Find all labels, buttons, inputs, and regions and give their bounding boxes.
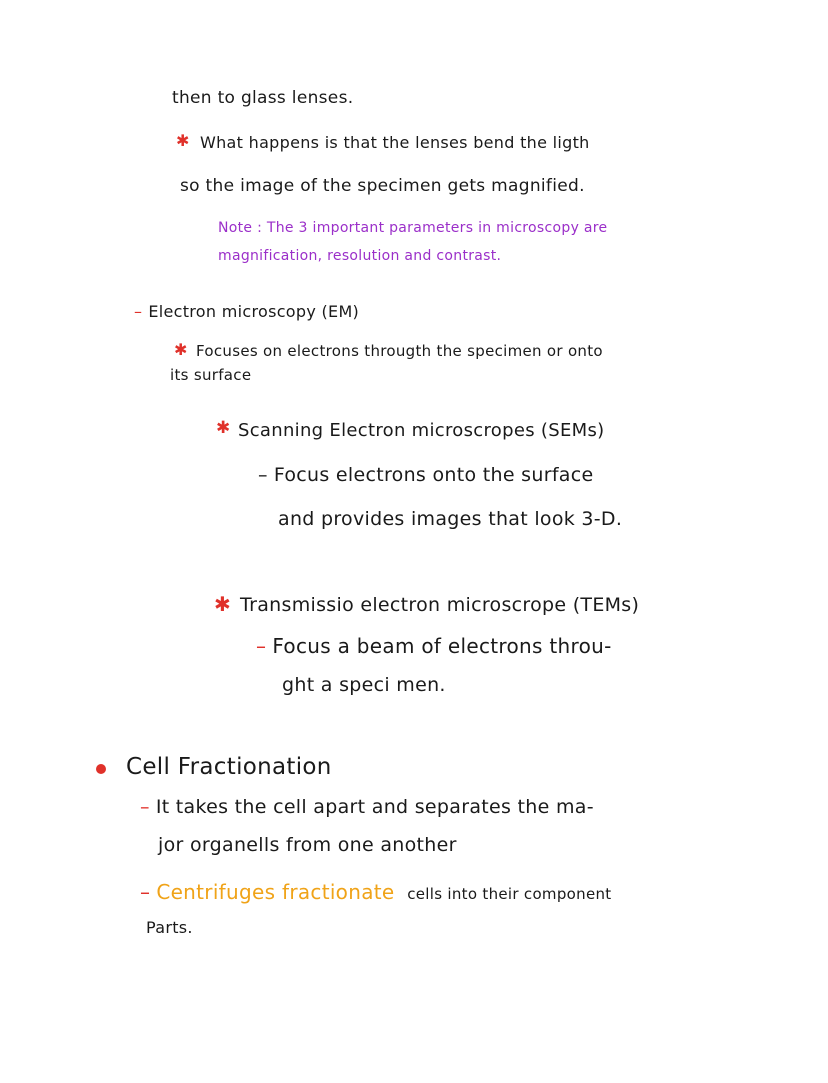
lm-line-2: What happens is that the lenses bend the ligth (200, 133, 590, 152)
dash-icon: – (258, 464, 268, 486)
cf-line-4: Parts. (146, 918, 193, 937)
sem-line-1-text: Focus electrons onto the surface (273, 464, 594, 486)
cell-fractionation-heading: Cell Fractionation (126, 754, 332, 780)
dash-icon: – (134, 302, 143, 321)
tem-line-2: ght a speci men. (282, 674, 446, 696)
sem-heading: Scanning Electron microscropes (SEMs) (238, 420, 605, 441)
asterisk-icon: ✱ (176, 131, 190, 150)
cf-line-3-rest: cells into their component (407, 885, 612, 903)
lm-line-3: so the image of the specimen gets magnified. (180, 176, 585, 196)
tem-heading: Transmissio electron microscrope (TEMs) (240, 594, 640, 616)
lm-line-1: then to glass lenses. (172, 88, 354, 108)
cf-highlight: Centrifuges fractionate (156, 880, 395, 904)
dash-icon: – (140, 796, 150, 818)
dash-icon: – (140, 880, 151, 904)
em-heading-text: Electron microscopy (EM) (148, 302, 360, 321)
em-desc-1: Focuses on electrons througth the specimen or onto (196, 342, 603, 360)
em-desc-2: its surface (170, 366, 252, 384)
asterisk-icon: ✱ (216, 418, 231, 438)
asterisk-icon: ✱ (174, 340, 188, 359)
tem-line-1 (256, 634, 612, 658)
tem-line-1-text: Focus a beam of electrons throu- (272, 634, 612, 658)
asterisk-icon: ✱ (214, 592, 231, 616)
note-line-2: magnification, resolution and contrast. (218, 248, 502, 264)
bullet-dot-icon (96, 764, 106, 774)
cf-line-3 (140, 880, 611, 904)
dash-icon: – (256, 634, 267, 658)
cf-line-1-text: It takes the cell apart and separates the ma- (155, 796, 594, 818)
sem-line-2: and provides images that look 3-D. (278, 508, 623, 530)
sem-line-1 (258, 464, 594, 486)
note-line-1: Note : The 3 important parameters in microscopy are (218, 220, 608, 236)
cf-line-1 (140, 796, 594, 818)
em-heading (134, 302, 359, 321)
cf-line-2: jor organells from one another (158, 834, 457, 856)
